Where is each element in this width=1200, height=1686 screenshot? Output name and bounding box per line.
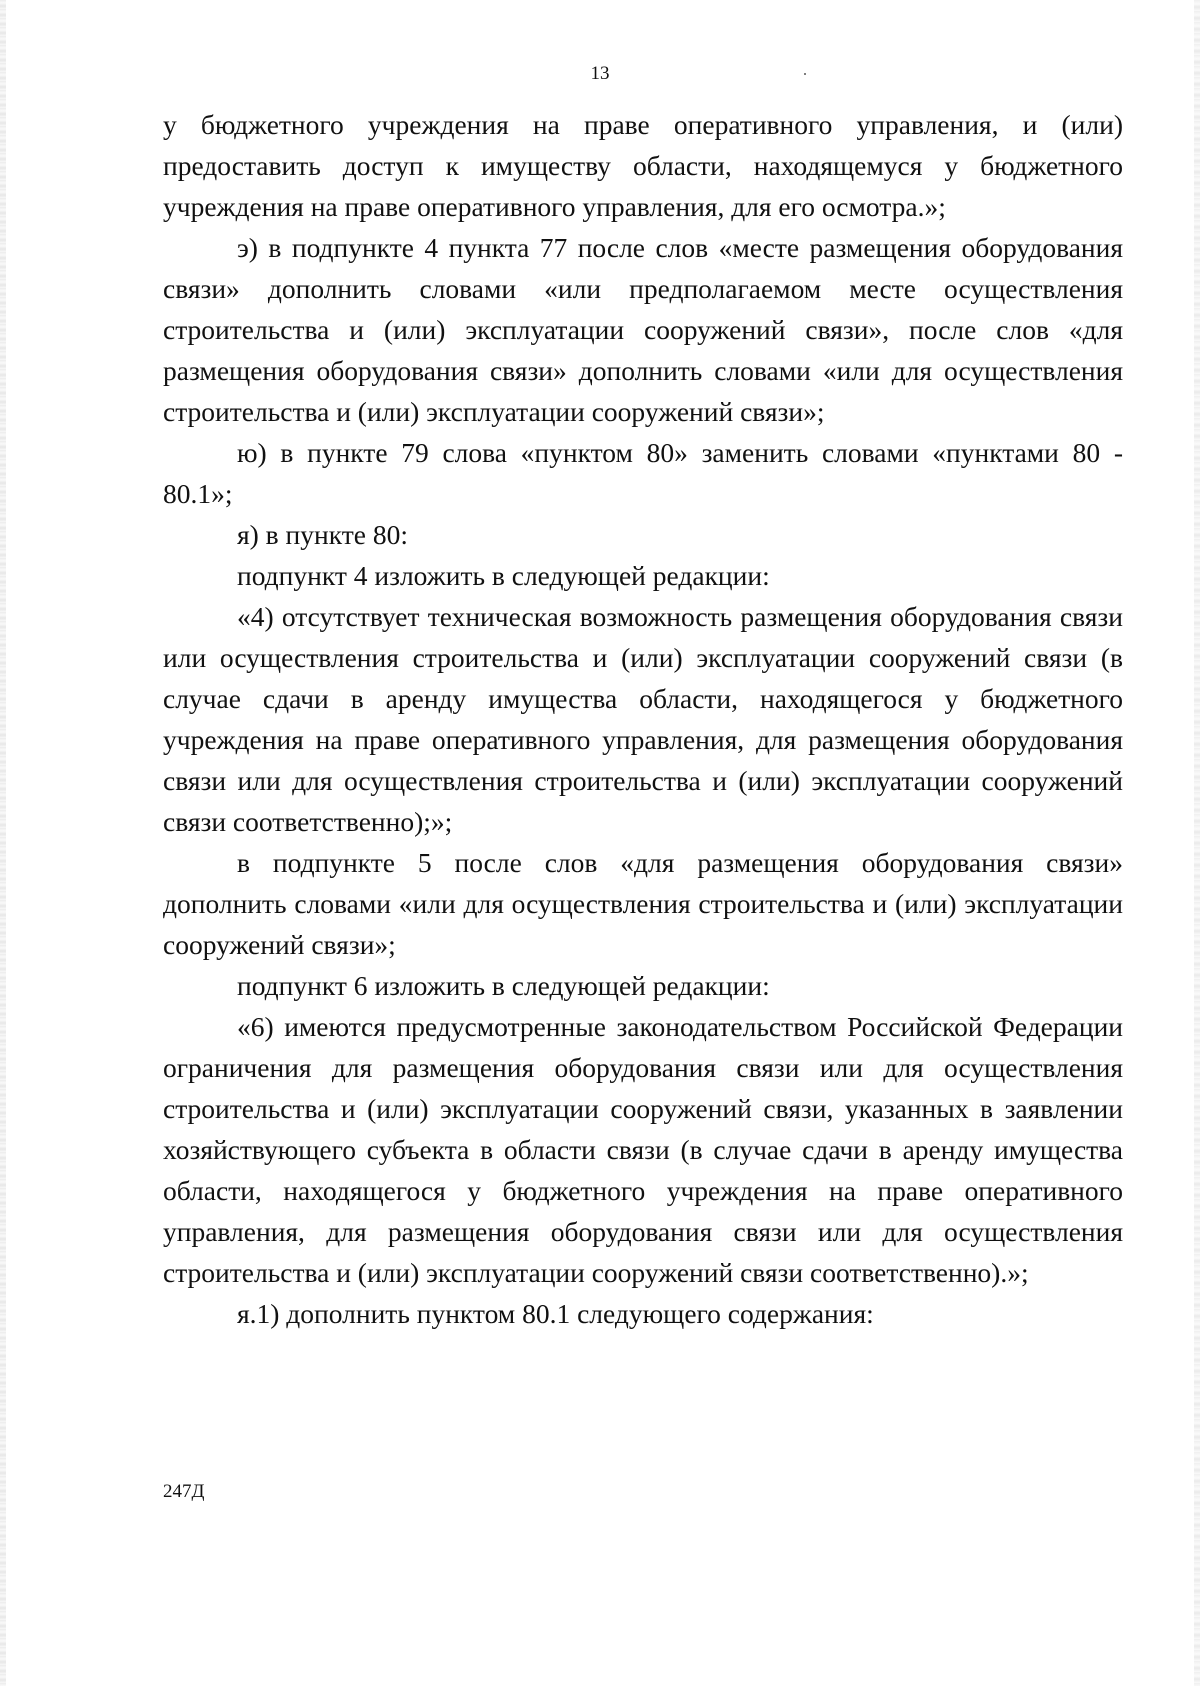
document-body — [163, 104, 1123, 1334]
paragraph: подпункт 6 изложить в следующей редакции: — [237, 970, 770, 1001]
document-code: 247Д — [163, 1481, 205, 1502]
paragraph: я.1) дополнить пунктом 80.1 следующего содержания: — [237, 1298, 874, 1329]
paragraph: я) в пункте 80: — [237, 519, 408, 550]
page-number: 13 — [590, 63, 610, 84]
paragraph: в подпункте 5 после слов «для размещения оборудования связи» дополнить словами «или для осуществления строительства и (или) эксплуатации сооружений связи»; — [163, 847, 1123, 960]
paragraph: подпункт 4 изложить в следующей редакции: — [237, 560, 770, 591]
paragraph: у бюджетного учреждения на праве оперативного управления, и (или) предоставить доступ к имуществу области, находящемуся у бюджетного учреждения на праве оперативного управления, для его осмотра.»; — [163, 109, 1123, 222]
paragraph: э) в подпункте 4 пункта 77 после слов «месте размещения оборудования связи» дополнить словами «или предполагаемом месте осуществления строительства и (или) эксплуатации сооружений связи», после слов «для размещения оборудования связи» дополнить словами «или для осуществления строительства и (или) эксплуатации сооружений связи»; — [163, 232, 1123, 427]
scan-edge-right — [1194, 0, 1200, 1686]
scan-edge-left — [0, 0, 6, 1686]
paragraph: ю) в пункте 79 слова «пунктом 80» заменить словами «пунктами 80 - 80.1»; — [163, 437, 1123, 509]
paragraph: «6) имеются предусмотренные законодательством Российской Федерации ограничения для размещения оборудования связи или для осуществления строительства и (или) эксплуатации сооружений связи, указанных в заявлении хозяйствующего субъекта в области связи (в случае сдачи в аренду имущества области, находящегося у бюджетного учреждения на праве оперативного управления, для размещения оборудования связи или для осуществления строительства и (или) эксплуатации сооружений связи соответственно).»; — [163, 1011, 1123, 1288]
paragraph: «4) отсутствует техническая возможность размещения оборудования связи или осуществления строительства и (или) эксплуатации сооружений связи (в случае сдачи в аренду имущества области, находящегося у бюджетного учреждения на праве оперативного управления, для размещения оборудования связи или для осуществления строительства и (или) эксплуатации сооружений связи соответственно);»; — [163, 601, 1123, 837]
